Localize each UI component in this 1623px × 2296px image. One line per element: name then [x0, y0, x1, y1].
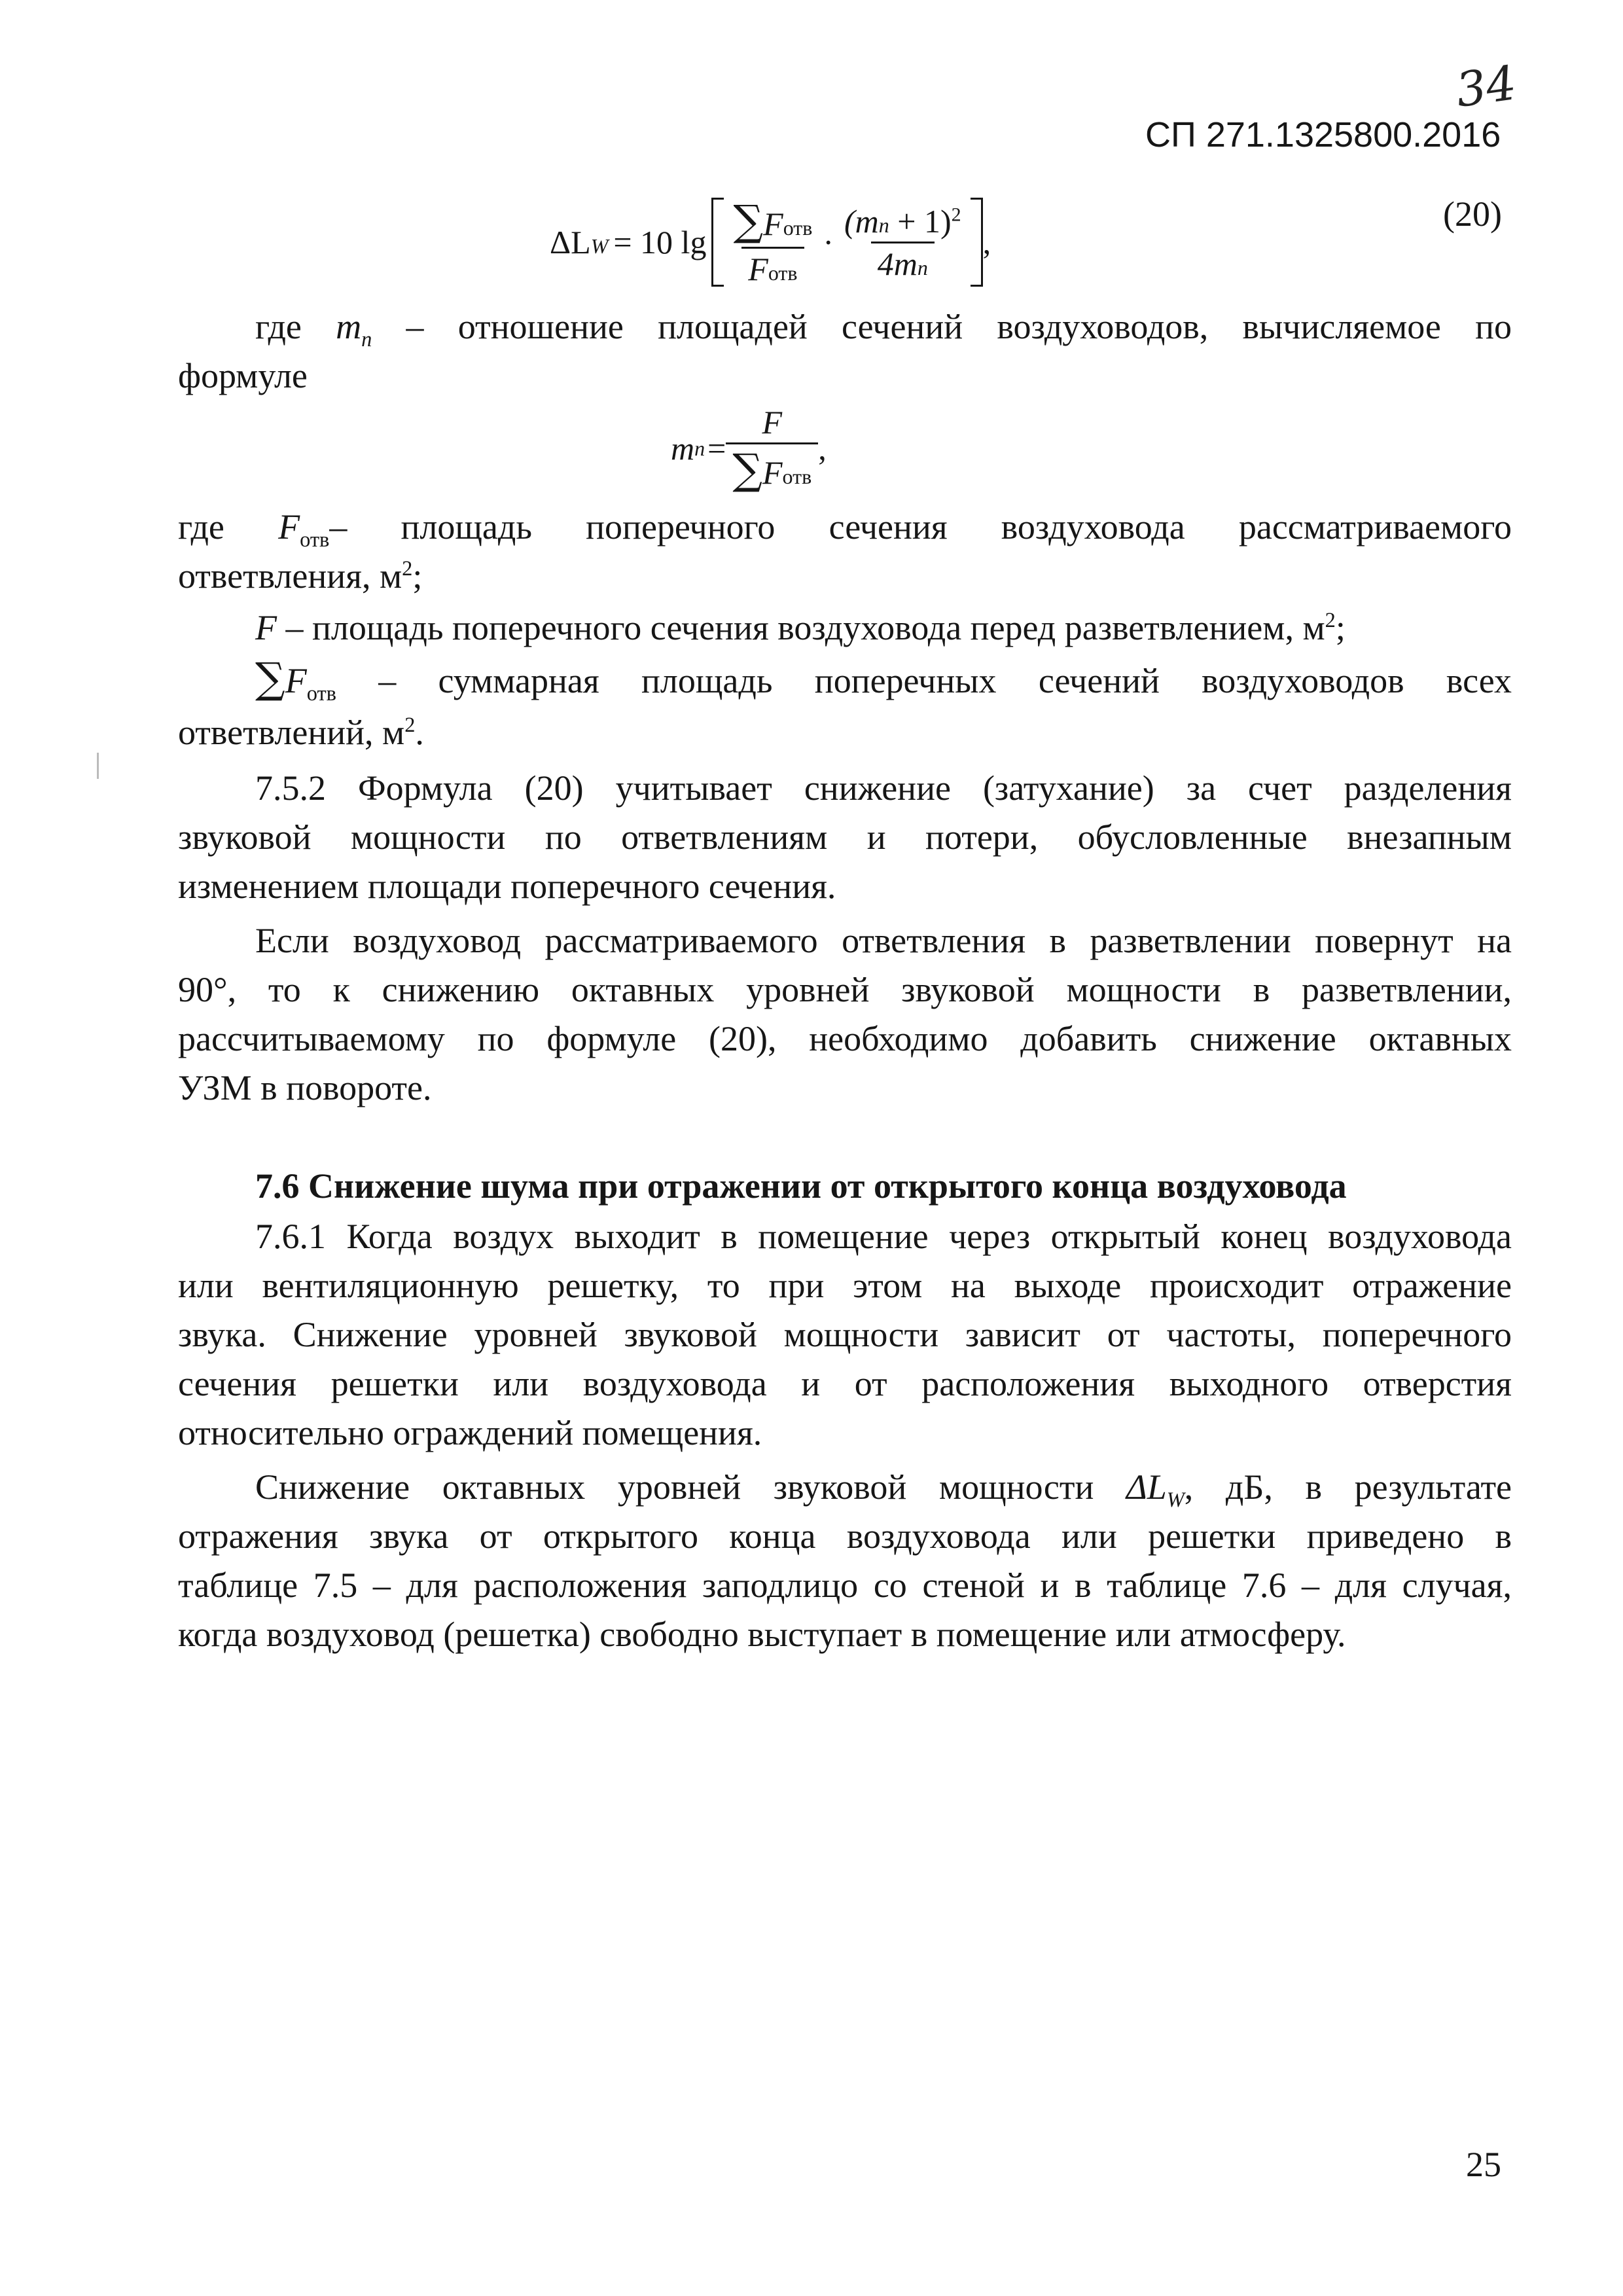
def-sum-line-2: ответвлений, $м^2$.: [178, 713, 424, 752]
sigma-icon: ∑: [733, 196, 764, 245]
document-id: СП 271.1325800.2016: [1145, 115, 1501, 154]
formula-20: [550, 190, 991, 295]
def-sum-line-1: $\sum F_{отв}$ – суммарная площадь поперечных сечений воздуховодов всех: [255, 655, 1512, 706]
p1-line-1: где $m_п$ – отношение площадей сечений воздуховодов, вычисляемое по: [255, 307, 1512, 351]
bracket-right: [971, 198, 983, 287]
p761-line-4: сечения решетки или воздуховода и от расположения выходного отверстия: [178, 1364, 1512, 1403]
p752-line-3: изменением площади поперечного сечения.: [178, 867, 836, 906]
p761-line-3: звука. Снижение уровней звуковой мощности зависит от частоты, поперечного: [178, 1315, 1512, 1354]
formula-20-fraction-2: $\frac{(mп + 1)^2}{4mп}$: [844, 202, 961, 282]
p-if-line-2: 90°, то к снижению октавных уровней звуковой мощности в разветвлении,: [178, 970, 1512, 1009]
margin-mark: [97, 753, 99, 779]
p-reduce-line-2: отражения звука от открытого конца воздуховода или решетки приведено в: [178, 1516, 1512, 1556]
sigma-icon: ∑: [732, 445, 762, 494]
p-reduce-line-1: Снижение октавных уровней звуковой мощности $\Delta L_W$, дБ, в результате: [255, 1467, 1512, 1512]
section-7-6-title: 7.6 Снижение шума при отражении от открытого конца воздуховода: [255, 1166, 1347, 1206]
def-f: F – площадь поперечного сечения воздуховода перед разветвлением, $м^2$;: [255, 608, 1346, 647]
p752-line-1: 7.5.2 Формула (20) учитывает снижение (затухание) за счет разделения: [255, 768, 1512, 808]
formula-mn: m п = $\frac{F}{\text{∑Fотв}}$ ,: [671, 403, 827, 494]
formula-20-mult: ·: [823, 224, 834, 260]
def-fotv-line-2: ответвления, $м^2$;: [178, 556, 423, 596]
p-if-line-1: Если воздуховод рассматриваемого ответвления в разветвлении повернут на: [255, 921, 1512, 960]
p-reduce-line-3: таблице 7.5 – для расположения заподлицо со стеной и в таблице 7.6 – для случая,: [178, 1566, 1512, 1605]
formula-20-fraction-1: $\frac{\text{∑Fотв}}{\text{Fотв}}$: [733, 196, 813, 287]
p-if-line-4: УЗМ в повороте.: [178, 1068, 432, 1107]
page-number: 25: [1466, 2145, 1501, 2184]
sigma-icon: ∑: [255, 655, 285, 703]
p761-line-5: относительно ограждений помещения.: [178, 1413, 762, 1452]
formula-20-lhs: ΔLW: [550, 224, 609, 260]
p1-line-2: формуле: [178, 356, 308, 395]
handwritten-page-number: 34: [1452, 55, 1520, 118]
p761-line-2: или вентиляционную решетку, то при этом на выходе происходит отражение: [178, 1266, 1512, 1305]
bracket-left: [711, 198, 724, 287]
p-if-line-3: рассчитываемому по формуле (20), необходимо добавить снижение октавных: [178, 1019, 1512, 1058]
p752-line-2: звуковой мощности по ответвлениям и потери, обусловленные внезапным: [178, 817, 1512, 857]
formula-20-coef: = 10 lg: [613, 224, 707, 260]
formula-mn-fraction: $\frac{F}{\text{∑Fотв}}$: [726, 403, 818, 494]
p-reduce-line-4: когда воздуховод (решетка) свободно выступает в помещение или атмосферу.: [178, 1615, 1346, 1654]
formula-20-number: (20): [1443, 194, 1502, 234]
def-fotv-line-1: где $F_{отв}-$ площадь поперечного сечения воздуховода рассматриваемого: [178, 507, 1512, 552]
formula-20-tail: ,: [982, 224, 991, 260]
p761-line-1: 7.6.1 Когда воздух выходит в помещение через открытый конец воздуховода: [255, 1217, 1512, 1256]
